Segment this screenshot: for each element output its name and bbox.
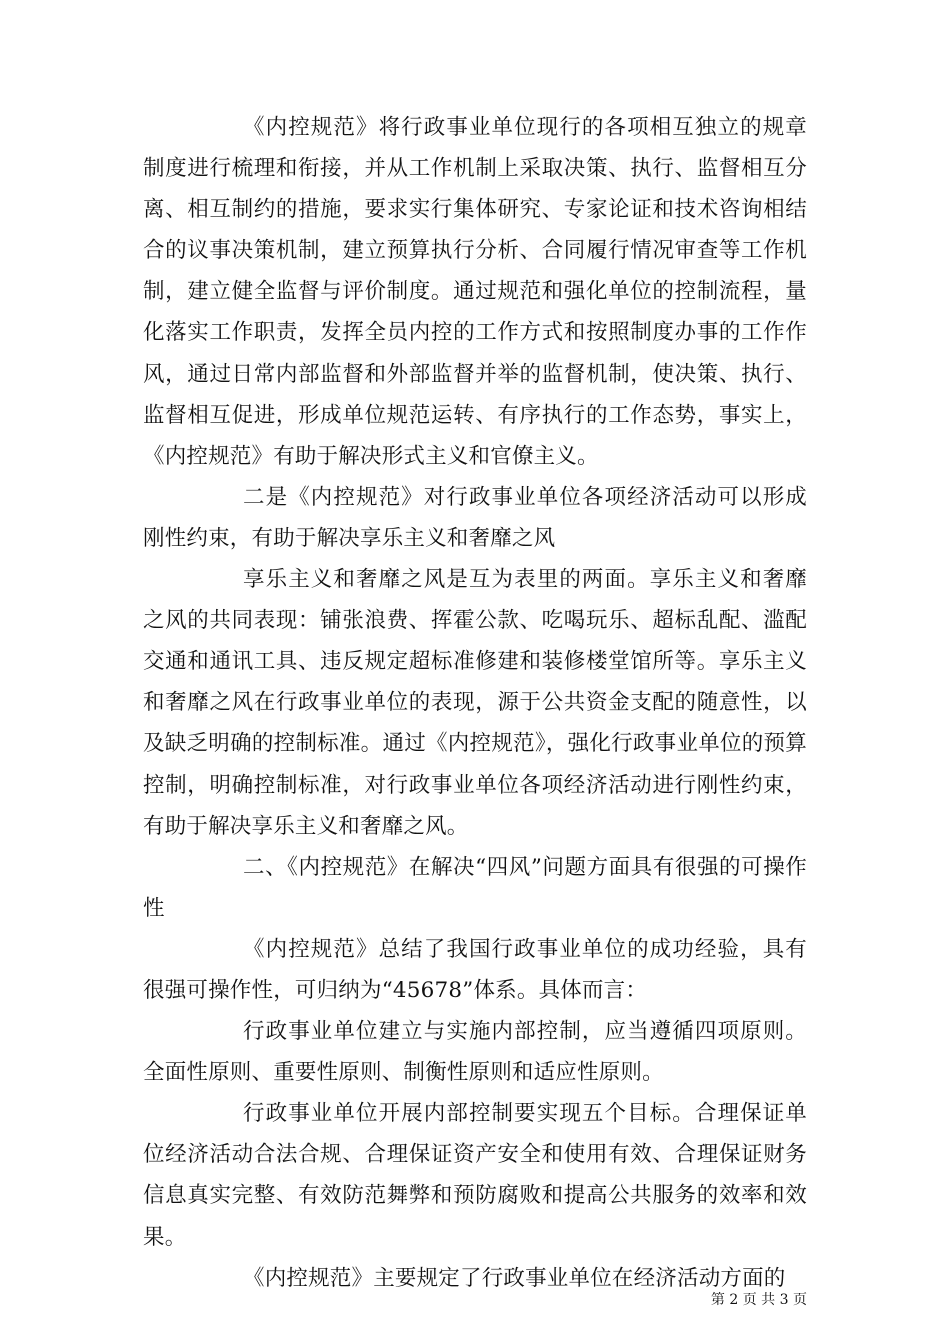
- paragraph-2: 二是《内控规范》对行政事业单位各项经济活动可以形成刚性约束，有助于解决享乐主义和奢靡之风: [143, 484, 807, 551]
- paragraph-4: 《内控规范》总结了我国行政事业单位的成功经验，具有很强可操作性，可归纳为“45678”体系。具体而言：: [143, 936, 807, 1003]
- paragraph-1: 《内控规范》将行政事业单位现行的各项相互独立的规章制度进行梳理和衔接，并从工作机制上采取决策、执行、监督相互分离、相互制约的措施，要求实行集体研究、专家论证和技术咨询相结合的议事决策机制，建立预算执行分析、合同履行情况审查等工作机制，建立健全监督与评价制度。通过规范和强化单位的控制流程，量化落实工作职责，发挥全员内控的工作方式和按照制度办事的工作作风，通过日常内部监督和外部监督并举的监督机制，使决策、执行、监督相互促进，形成单位规范运转、有序执行的工作态势，事实上，《内控规范》有助于解决形式主义和官僚主义。: [143, 115, 807, 469]
- paragraph-3: 享乐主义和奢靡之风是互为表里的两面。享乐主义和奢靡之风的共同表现：铺张浪费、挥霍公款、吃喝玩乐、超标乱配、滥配交通和通讯工具、违反规定超标准修建和装修楼堂馆所等。享乐主义和奢靡之风在行政事业单位的表现，源于公共资金支配的随意性，以及缺乏明确的控制标准。通过《内控规范》，强化行政事业单位的预算控制，明确控制标准，对行政事业单位各项经济活动进行刚性约束，有助于解决享乐主义和奢靡之风。: [143, 567, 807, 839]
- section-heading-2: 二、《内控规范》在解决“四风”问题方面具有很强的可操作性: [143, 854, 807, 921]
- document-body: [143, 107, 807, 1299]
- page-number-footer: 第 2 页 共 3 页: [710, 1292, 807, 1308]
- paragraph-7: 《内控规范》主要规定了行政事业单位在经济活动方面的: [243, 1265, 786, 1291]
- paragraph-5: 行政事业单位建立与实施内部控制，应当遵循四项原则。全面性原则、重要性原则、制衡性原则和适应性原则。: [143, 1019, 807, 1086]
- paragraph-6: 行政事业单位开展内部控制要实现五个目标。合理保证单位经济活动合法合规、合理保证资产安全和使用有效、合理保证财务信息真实完整、有效防范舞弊和预防腐败和提高公共服务的效率和效果。: [143, 1101, 807, 1250]
